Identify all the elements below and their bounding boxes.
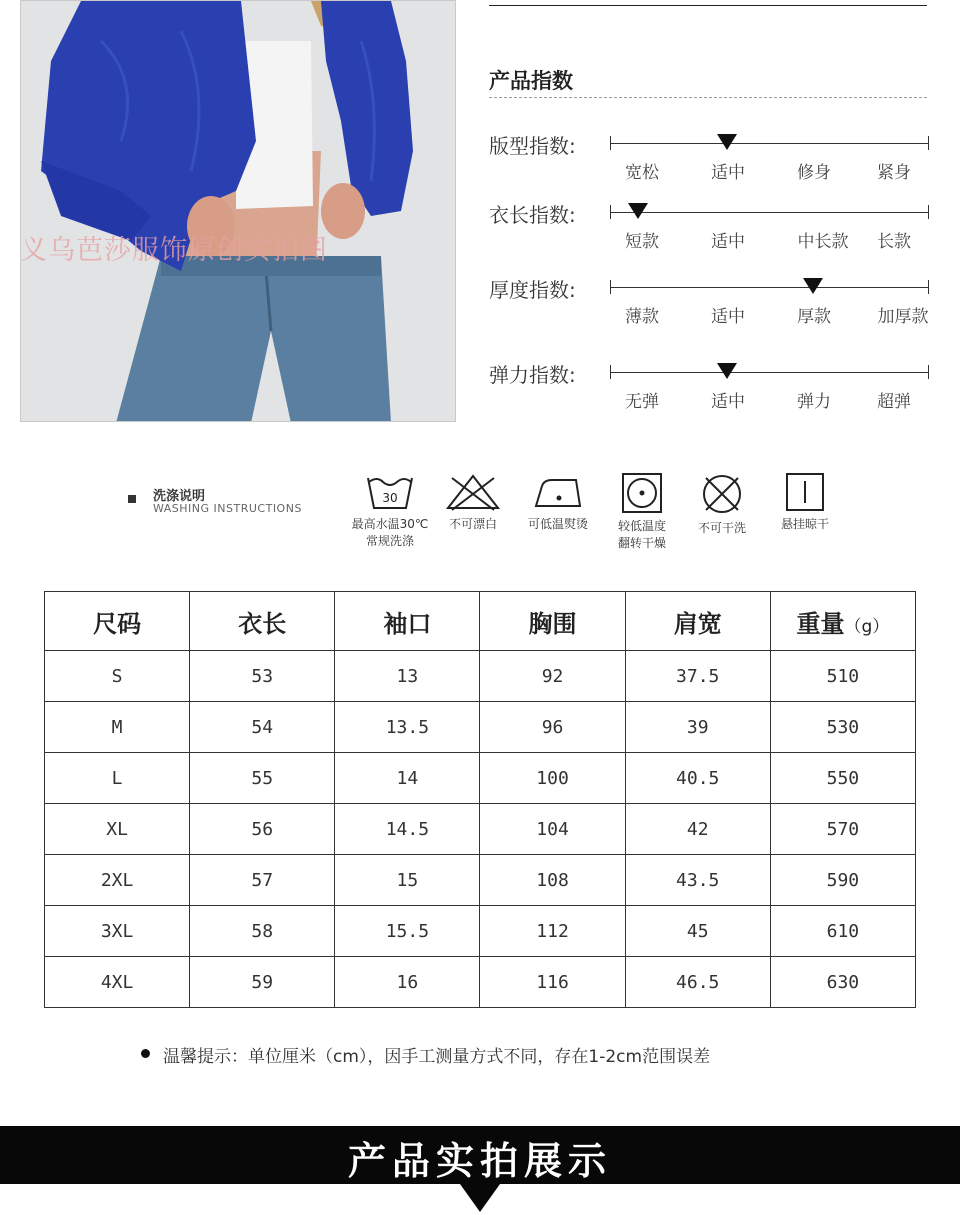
col-header: 衣长 [190,592,335,651]
index-label: 版型指数: [489,134,576,158]
table-cell: 46.5 [625,957,770,1008]
index-label: 厚度指数: [489,278,576,302]
scale-tick [928,205,929,219]
table-cell: 13.5 [335,702,480,753]
wash-caption: 最高水温30℃ 常规洗涤 [351,517,429,548]
banner-arrow-icon [460,1184,500,1212]
banner-title: 产品实拍展示 [347,1139,612,1183]
table-cell: 2XL [45,855,190,906]
table-cell: 116 [480,957,625,1008]
table-cell: 13 [335,651,480,702]
table-cell: 58 [190,906,335,957]
index-option: 适中 [711,163,745,183]
washing-title: 洗涤说明 [153,489,206,504]
index-option: 适中 [711,392,745,412]
table-cell: 610 [770,906,915,957]
index-option: 无弹 [625,392,659,412]
index-scale-line [610,212,928,213]
index-option: 适中 [711,307,745,327]
table-cell: 96 [480,702,625,753]
weight-unit: （g） [844,616,890,637]
table-cell: 37.5 [625,651,770,702]
col-header-weight [770,592,915,651]
table-cell: L [45,753,190,804]
wash-item [677,472,767,537]
jacket-model-illustration [21,1,456,422]
col-header: 尺码 [45,592,190,651]
wash-caption: 不可漂白 [448,517,497,531]
wash-caption: 悬挂晾干 [780,517,829,531]
table-cell: 14.5 [335,804,480,855]
wash-item [428,472,518,533]
table-cell: 510 [770,651,915,702]
index-option: 长款 [877,232,911,252]
index-row-fit [489,130,934,190]
table-cell: 40.5 [625,753,770,804]
washing-subtitle: WASHING INSTRUCTIONS [153,502,302,515]
index-marker [803,278,823,294]
bullet-square [128,495,136,503]
table-row [45,957,916,1008]
table-row [45,651,916,702]
no-bleach-icon [446,472,500,512]
index-scale-line [610,287,928,288]
table-cell: M [45,702,190,753]
table-cell: 550 [770,753,915,804]
index-scale-line [610,372,928,373]
table-cell: 42 [625,804,770,855]
col-header: 胸围 [480,592,625,651]
index-option: 紧身 [877,163,911,183]
table-cell: 54 [190,702,335,753]
index-option: 薄款 [625,307,659,327]
table-cell: 14 [335,753,480,804]
wash-item [513,472,603,533]
table-cell: 16 [335,957,480,1008]
index-option: 中长款 [797,232,849,252]
index-marker [717,134,737,150]
table-cell: 15 [335,855,480,906]
scale-tick [928,365,929,379]
table-cell: 56 [190,804,335,855]
table-row [45,855,916,906]
product-index-divider [489,97,927,98]
top-divider [489,5,927,6]
wash-caption: 不可干洗 [697,521,746,535]
col-header: 肩宽 [625,592,770,651]
table-row [45,804,916,855]
tumble-dry-low-icon [621,472,663,514]
index-option: 适中 [711,232,745,252]
scale-tick [610,280,611,294]
index-row-thickness [489,274,934,334]
table-cell: 45 [625,906,770,957]
index-marker [628,203,648,219]
table-cell: 55 [190,753,335,804]
table-cell: 590 [770,855,915,906]
table-cell: 112 [480,906,625,957]
size-table [44,591,916,1008]
wash-30-icon [365,472,415,512]
table-cell: S [45,651,190,702]
table-cell: 100 [480,753,625,804]
table-cell: XL [45,804,190,855]
table-cell: 57 [190,855,335,906]
table-row [45,702,916,753]
weight-header-label: 重量 [796,609,845,638]
table-row [45,906,916,957]
table-cell: 630 [770,957,915,1008]
svg-text:30: 30 [382,491,398,505]
photo-watermark: 义乌芭莎服饰原创实拍图 [20,235,328,266]
table-cell: 53 [190,651,335,702]
wash-item [345,472,435,550]
bullet-dot [141,1049,150,1058]
table-cell: 108 [480,855,625,906]
wash-item [597,472,687,552]
table-header-row [45,592,916,651]
index-option: 弹力 [797,392,831,412]
table-cell: 104 [480,804,625,855]
index-option: 短款 [625,232,659,252]
table-cell: 570 [770,804,915,855]
measurement-tip: 温馨提示：单位厘米（cm），因手工测量方式不同，存在1-2cm范围误差 [163,1047,711,1067]
line-dry-icon [785,472,825,512]
index-marker [717,363,737,379]
scale-tick [928,136,929,150]
index-option: 厚款 [797,307,831,327]
table-cell: 15.5 [335,906,480,957]
scale-tick [610,136,611,150]
col-header: 袖口 [335,592,480,651]
table-cell: 3XL [45,906,190,957]
index-option: 修身 [797,163,831,183]
no-dry-clean-icon [700,472,744,516]
table-cell: 4XL [45,957,190,1008]
table-cell: 92 [480,651,625,702]
scale-tick [610,365,611,379]
table-cell: 39 [625,702,770,753]
index-scale-line [610,143,928,144]
index-row-length [489,199,934,259]
low-iron-icon [532,472,584,512]
wash-caption: 较低温度 翻转干燥 [617,519,666,550]
index-label: 衣长指数: [489,203,576,227]
scale-tick [610,205,611,219]
scale-tick [928,280,929,294]
table-cell: 59 [190,957,335,1008]
product-photo [20,0,456,422]
wash-item [760,472,850,533]
index-row-elasticity [489,359,934,419]
table-cell: 43.5 [625,855,770,906]
table-cell: 530 [770,702,915,753]
table-row [45,753,916,804]
index-option: 加厚款 [877,307,929,327]
wash-caption: 可低温熨烫 [527,517,588,531]
index-option: 宽松 [625,163,659,183]
product-index-title: 产品指数 [489,69,573,93]
index-option: 超弹 [877,392,911,412]
index-label: 弹力指数: [489,363,576,387]
